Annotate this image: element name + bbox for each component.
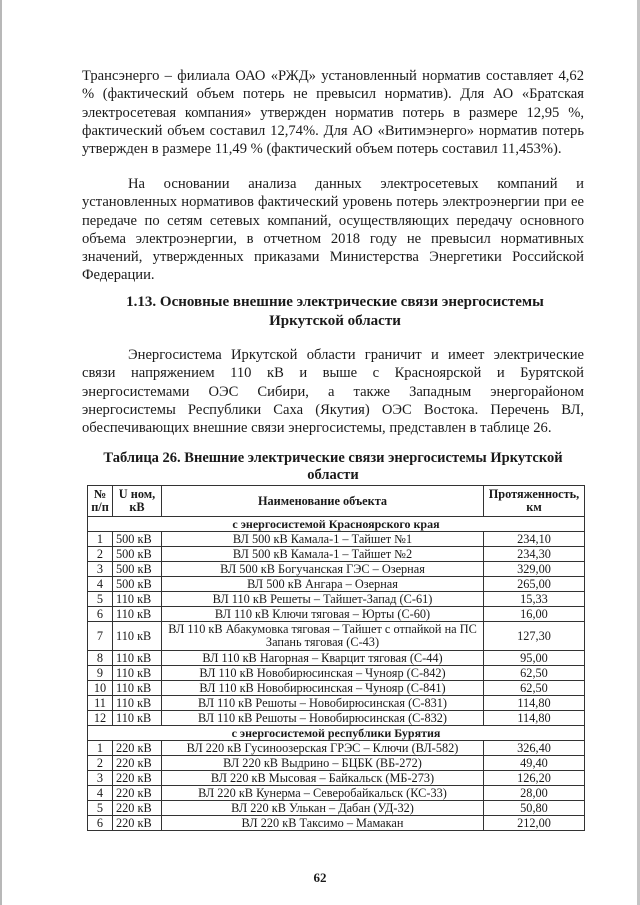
cell-no: 3	[88, 771, 113, 786]
header-name: Наименование объекта	[162, 486, 484, 517]
cell-name: ВЛ 110 кВ Ключи тяговая – Юрты (С-60)	[162, 607, 484, 622]
cell-length: 234,10	[484, 532, 585, 547]
cell-voltage: 220 кВ	[113, 786, 162, 801]
table-row	[88, 532, 585, 547]
section-heading-line2: Иркутской области	[269, 313, 401, 329]
cell-name: ВЛ 110 кВ Новобирюсинская – Чунояр (С-842)	[162, 666, 484, 681]
cell-no: 1	[88, 741, 113, 756]
cell-no: 10	[88, 681, 113, 696]
cell-length: 28,00	[484, 786, 585, 801]
cell-voltage: 110 кВ	[113, 622, 162, 651]
table-row	[88, 816, 585, 831]
cell-length: 95,00	[484, 651, 585, 666]
cell-voltage: 110 кВ	[113, 696, 162, 711]
table-caption	[82, 450, 584, 484]
section-paragraph: Энергосистема Иркутской области граничит и имеет электрические связи напряжением 110 кВ и выше с Красноярской и Бурятской энергосистемами ОЭС Сибири, а также Западным энергорайоном энергосистемы Республики Саха (Якутия) ОЭС Востока. Перечень ВЛ, обеспечивающих внешние связи энергосистемы, представлен в таблице 26.	[82, 347, 584, 437]
cell-no: 2	[88, 547, 113, 562]
cell-name: ВЛ 110 кВ Абакумовка тяговая – Тайшет с отпайкой на ПС Запань тяговая (С-43)	[162, 622, 484, 651]
cell-name: ВЛ 220 кВ Мысовая – Байкальск (МБ-273)	[162, 771, 484, 786]
cell-length: 114,80	[484, 696, 585, 711]
cell-name: ВЛ 110 кВ Нагорная – Кварцит тяговая (С-44)	[162, 651, 484, 666]
table-row	[88, 786, 585, 801]
cell-length: 265,00	[484, 577, 585, 592]
table-row	[88, 696, 585, 711]
cell-no: 4	[88, 577, 113, 592]
header-no: № п/п	[88, 486, 113, 517]
table-caption-line1: Таблица 26. Внешние электрические связи энергосистемы Иркутской	[103, 450, 563, 466]
table-group-row	[88, 726, 585, 741]
cell-name: ВЛ 110 кВ Решоты – Новобирюсинская (С-831)	[162, 696, 484, 711]
table-group-row	[88, 517, 585, 532]
cell-length: 212,00	[484, 816, 585, 831]
table-row	[88, 607, 585, 622]
cell-no: 2	[88, 756, 113, 771]
cell-voltage: 220 кВ	[113, 771, 162, 786]
cell-name: ВЛ 110 кВ Решеты – Тайшет-Запад (С-61)	[162, 592, 484, 607]
cell-length: 62,50	[484, 681, 585, 696]
table-row	[88, 681, 585, 696]
group-title: с энергосистемой Красноярского края	[88, 517, 585, 532]
cell-name: ВЛ 220 кВ Улькан – Дабан (УД-32)	[162, 801, 484, 816]
cell-voltage: 220 кВ	[113, 756, 162, 771]
cell-no: 11	[88, 696, 113, 711]
cell-no: 3	[88, 562, 113, 577]
scan-left-edge	[0, 0, 2, 905]
page-number: 62	[313, 870, 327, 885]
table-row	[88, 741, 585, 756]
cell-voltage: 500 кВ	[113, 547, 162, 562]
cell-voltage: 500 кВ	[113, 577, 162, 592]
cell-no: 12	[88, 711, 113, 726]
section-heading-line1: 1.13. Основные внешние электрические связи энергосистемы	[126, 294, 544, 310]
table-row	[88, 771, 585, 786]
cell-voltage: 500 кВ	[113, 562, 162, 577]
cell-no: 7	[88, 622, 113, 651]
cell-name: ВЛ 110 кВ Новобирюсинская – Чунояр (С-841)	[162, 681, 484, 696]
cell-no: 5	[88, 801, 113, 816]
cell-no: 6	[88, 607, 113, 622]
table-body	[88, 517, 585, 831]
cell-voltage: 110 кВ	[113, 666, 162, 681]
cell-length: 16,00	[484, 607, 585, 622]
cell-no: 9	[88, 666, 113, 681]
cell-voltage: 500 кВ	[113, 532, 162, 547]
table-row	[88, 562, 585, 577]
table-row	[88, 547, 585, 562]
cell-voltage: 220 кВ	[113, 816, 162, 831]
table-row	[88, 651, 585, 666]
cell-name: ВЛ 220 кВ Таксимо – Мамакан	[162, 816, 484, 831]
cell-length: 114,80	[484, 711, 585, 726]
table-caption-line2: области	[307, 467, 359, 483]
cell-name: ВЛ 220 кВ Кунерма – Северобайкальск (КС-33)	[162, 786, 484, 801]
cell-name: ВЛ 500 кВ Богучанская ГЭС – Озерная	[162, 562, 484, 577]
cell-name: ВЛ 220 кВ Выдрино – БЦБК (ВБ-272)	[162, 756, 484, 771]
cell-voltage: 220 кВ	[113, 741, 162, 756]
section-heading	[100, 293, 570, 331]
cell-name: ВЛ 500 кВ Камала-1 – Тайшет №2	[162, 547, 484, 562]
cell-voltage: 110 кВ	[113, 651, 162, 666]
cell-name: ВЛ 110 кВ Решоты – Новобирюсинская (С-832)	[162, 711, 484, 726]
cell-length: 50,80	[484, 801, 585, 816]
cell-name: ВЛ 500 кВ Камала-1 – Тайшет №1	[162, 532, 484, 547]
conclusion-paragraph: На основании анализа данных электросетевых компаний и установленных нормативов фактический уровень потерь электроэнергии при ее передаче по сетям сетевых компаний, осуществляющих передачу основного объема электроэнергии, в отчетном 2018 году не превысил нормативных значений, утвержденных приказами Министерства Энергетики Российской Федерации.	[82, 176, 584, 284]
table-row	[88, 622, 585, 651]
table-row	[88, 666, 585, 681]
cell-length: 126,20	[484, 771, 585, 786]
cell-no: 6	[88, 816, 113, 831]
cell-voltage: 110 кВ	[113, 607, 162, 622]
table-26	[87, 485, 585, 831]
table-row	[88, 801, 585, 816]
cell-length: 62,50	[484, 666, 585, 681]
cell-length: 329,00	[484, 562, 585, 577]
cell-voltage: 110 кВ	[113, 711, 162, 726]
cell-no: 1	[88, 532, 113, 547]
cell-voltage: 220 кВ	[113, 801, 162, 816]
cell-name: ВЛ 220 кВ Гусиноозерская ГРЭС – Ключи (ВЛ-582)	[162, 741, 484, 756]
cell-length: 49,40	[484, 756, 585, 771]
table-row	[88, 577, 585, 592]
header-length: Протяженность, км	[484, 486, 585, 517]
table-row	[88, 711, 585, 726]
top-paragraph: Трансэнерго – филиала ОАО «РЖД» установленный норматив составляет 4,62 % (фактический объем потерь не превысил норматив). Для АО «Братская электросетевая компания» утвержден норматив потерь в размере 12,95 %, фактический объем составил 12,74%. Для АО «Витимэнерго» норматив потерь утвержден в размере 11,49 % (фактический объем потерь составил 11,453%).	[82, 68, 584, 158]
cell-no: 8	[88, 651, 113, 666]
header-voltage: U ном, кВ	[113, 486, 162, 517]
cell-length: 15,33	[484, 592, 585, 607]
table-row	[88, 756, 585, 771]
cell-length: 326,40	[484, 741, 585, 756]
table-row	[88, 592, 585, 607]
group-title: с энергосистемой республики Бурятия	[88, 726, 585, 741]
cell-no: 5	[88, 592, 113, 607]
cell-voltage: 110 кВ	[113, 681, 162, 696]
cell-length: 234,30	[484, 547, 585, 562]
cell-no: 4	[88, 786, 113, 801]
cell-name: ВЛ 500 кВ Ангара – Озерная	[162, 577, 484, 592]
table-header-row	[88, 486, 585, 517]
cell-voltage: 110 кВ	[113, 592, 162, 607]
cell-length: 127,30	[484, 622, 585, 651]
